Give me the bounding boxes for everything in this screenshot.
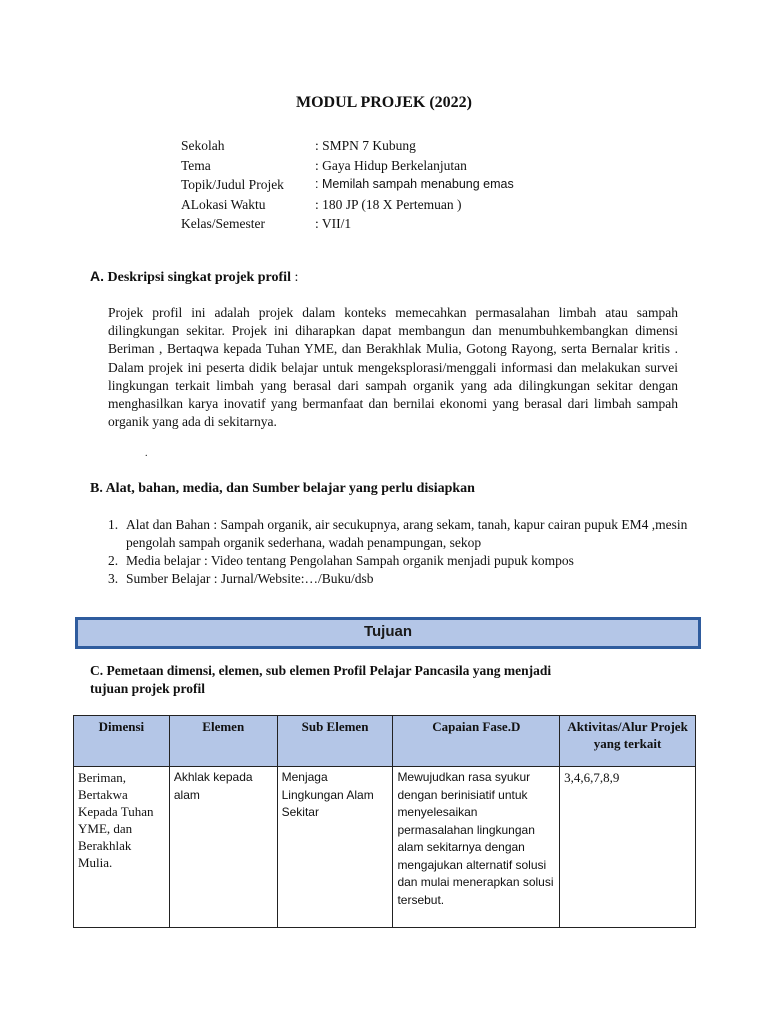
info-row-topic xyxy=(181,175,514,195)
list-number: 1. xyxy=(108,517,119,532)
list-item xyxy=(108,516,688,552)
document-title: MODUL PROJEK (2022) xyxy=(296,94,472,111)
info-value: : SMPN 7 Kubung xyxy=(315,138,416,153)
list-item xyxy=(108,552,688,570)
info-label: Tema xyxy=(181,157,211,173)
info-value: : Gaya Hidup Berkelanjutan xyxy=(315,157,467,173)
table-cell-dimensi: Beriman, Bertakwa Kepada Tuhan YME, dan Berakhlak Mulia. xyxy=(74,767,170,928)
list-item xyxy=(108,570,688,588)
stray-dot: . xyxy=(145,448,148,459)
list-number: 2. xyxy=(108,553,119,568)
table-cell-aktivitas: 3,4,6,7,8,9 xyxy=(560,767,696,928)
profile-mapping-table xyxy=(73,715,696,928)
info-value: : VII/1 xyxy=(315,216,352,231)
info-row-time xyxy=(181,195,514,215)
column-header: Aktivitas/Alur Projek yang terkait xyxy=(560,716,696,767)
materials-list xyxy=(108,516,688,588)
info-value: : 180 JP (18 X Pertemuan ) xyxy=(315,196,462,212)
list-text: Sumber Belajar : Jurnal/Website:…/Buku/dsb xyxy=(126,571,374,586)
list-text: Media belajar : Video tentang Pengolahan Sampah organik menjadi pupuk kompos xyxy=(126,553,574,568)
section-title: Deskripsi singkat projek profil xyxy=(107,270,291,285)
section-c-heading: C. Pemetaan dimensi, elemen, sub elemen Profil Pelajar Pancasila yang menjadi tujuan projek profil xyxy=(90,663,552,696)
project-info xyxy=(181,136,514,234)
section-letter: A. xyxy=(90,268,104,284)
column-header: Sub Elemen xyxy=(277,716,393,767)
info-label: ALokasi Waktu xyxy=(181,196,266,212)
section-b-heading: B. Alat, bahan, media, dan Sumber belajar yang perlu disiapkan xyxy=(90,481,475,496)
section-a-heading xyxy=(90,268,298,286)
description-paragraph: Projek profil ini adalah projek dalam konteks memecahkan permasalahan limbah atau sampah dilingkungan sekitar. Projek ini diharapkan dapat membangun dan menumbuhkembangkan dimensi Beriman , Bertaqwa kepada Tuhan YME, dan Berakhlak Mulia, Gotong Rayong, serta Bernalar kritis . Dalam projek ini peserta didik belajar untuk mengeksplorasi/menggali informasi dan melakukan survei lingkungan terkait limbah yang berasal dari sampah organik yang ada dilingkungan sekitar dengan menghasilkan karya inovatif yang bermanfaat dan bernilai ekonomi yang berasal dari limbah sampah organik yang ada di sekitarnya. xyxy=(108,305,678,430)
table-cell-sub-elemen: Menjaga Lingkungan Alam Sekitar xyxy=(277,767,393,928)
info-label: Kelas/Semester xyxy=(181,216,265,231)
info-label: Sekolah xyxy=(181,138,225,153)
table-row xyxy=(74,767,696,928)
info-row-theme xyxy=(181,156,514,176)
table-cell-elemen: Akhlak kepada alam xyxy=(169,767,277,928)
info-label: Topik/Judul Projek xyxy=(181,177,284,192)
list-text: Alat dan Bahan : Sampah organik, air secukupnya, arang sekam, tanah, kapur cairan pupuk EM4 ,mesin pengolah sampah organik sederhana, wadah penampungan, sekop xyxy=(126,517,688,550)
column-header: Capaian Fase.D xyxy=(393,716,560,767)
table-cell-capaian: Mewujudkan rasa syukur dengan berinisiatif untuk menyelesaikan permasalahan lingkungan alam sekitarnya dengan mengajukan alternatif solusi dan mulai menerapkan solusi tersebut. xyxy=(393,767,560,928)
info-row-school xyxy=(181,136,514,156)
info-row-class xyxy=(181,214,514,234)
section-colon: : xyxy=(290,270,299,285)
table-header-row xyxy=(74,716,696,767)
column-header: Elemen xyxy=(169,716,277,767)
list-number: 3. xyxy=(108,571,119,586)
banner-label: Tujuan xyxy=(78,620,698,646)
tujuan-banner xyxy=(75,617,701,649)
column-header: Dimensi xyxy=(74,716,170,767)
info-value: : Memilah sampah menabung emas xyxy=(315,177,514,191)
